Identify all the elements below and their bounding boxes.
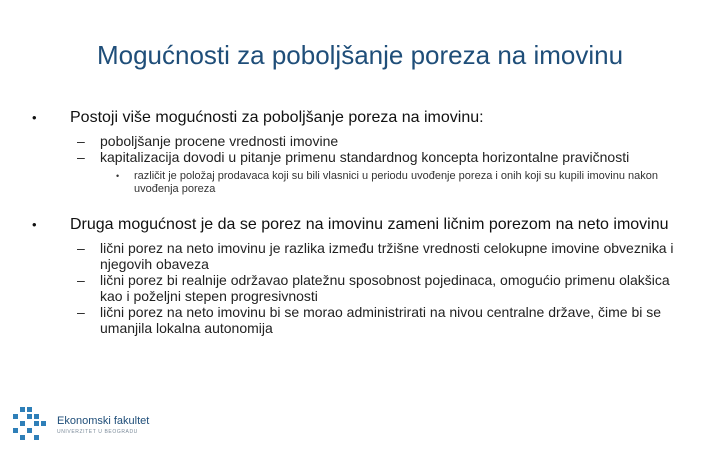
sub-bullet-item xyxy=(30,133,690,149)
dash-icon: – xyxy=(77,240,85,256)
bullet-icon: • xyxy=(116,171,120,181)
bullet-icon: • xyxy=(32,217,37,232)
slide-content xyxy=(30,108,690,336)
sub-bullet-text: poboljšanje procene vrednosti imovine xyxy=(100,133,339,149)
slide-title: Mogućnosti za poboljšanje poreza na imovinu xyxy=(96,40,624,70)
dash-icon: – xyxy=(77,133,85,149)
bullet-item xyxy=(30,108,690,127)
sub-sub-bullet-text: različit je položaj prodavaca koji su bili vlasnici u periodu uvođenje poreza i onih koji su kupili imovinu nakon uvođenja poreza xyxy=(134,170,659,195)
sub-bullet-text: kapitalizacija dovodi u pitanje primenu standardnog koncepta horizontalne pravičnosti xyxy=(100,149,630,165)
sub-sub-bullet-item xyxy=(30,170,690,196)
sub-bullet-text: lični porez bi realnije održavao platežnu sposobnost pojedinaca, omogućio primenu olakšica kao i poželjni stepen progresivnosti xyxy=(100,272,670,304)
logo-name: Ekonomski fakultet xyxy=(57,415,150,427)
dash-icon: – xyxy=(77,304,85,320)
bullet-icon: • xyxy=(32,110,37,125)
sub-bullet-item xyxy=(30,240,690,272)
bullet-text: Druga mogućnost je da se porez na imovinu zameni ličnim porezom na neto imovinu xyxy=(70,216,669,233)
sub-bullet-item xyxy=(30,304,690,336)
bullet-item xyxy=(30,215,690,234)
dash-icon: – xyxy=(77,149,85,165)
faculty-logo xyxy=(10,405,210,445)
sub-bullet-text: lični porez na neto imovinu je razlika između tržišne vrednosti celokupne imovine obveznika i njegovih obaveza xyxy=(100,240,674,272)
sub-bullet-item xyxy=(30,272,690,304)
dot-grid-logo-icon xyxy=(10,405,50,445)
sub-bullet-text: lični porez na neto imovinu bi se morao administrirati na nivou centralne države, čime bi se umanjila lokalna autonomija xyxy=(100,304,662,336)
sub-bullet-item xyxy=(30,149,690,165)
logo-subtitle: UNIVERZITET U BEOGRADU xyxy=(57,429,138,435)
bullet-text: Postoji više mogućnosti za poboljšanje poreza na imovinu: xyxy=(70,109,484,126)
dash-icon: – xyxy=(77,272,85,288)
